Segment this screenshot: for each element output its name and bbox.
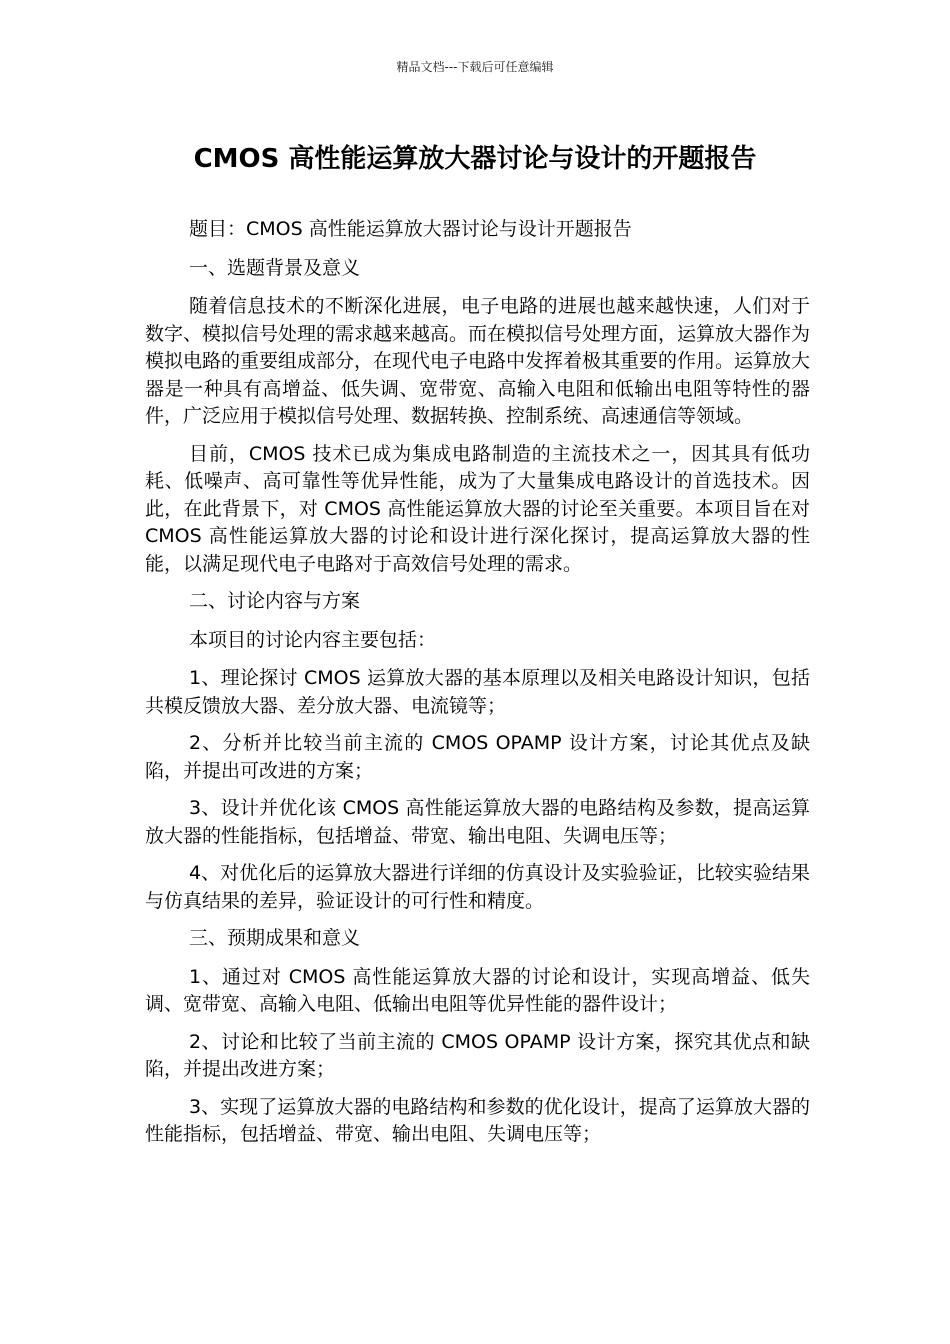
outcome-item-1: 1、通过对 CMOS 高性能运算放大器的讨论和设计，实现高增益、低失调、宽带宽、高输入电阻、低输出电阻等优异性能的器件设计；: [145, 965, 810, 1015]
content-item-3: 3、设计并优化该 CMOS 高性能运算放大器的电路结构及参数，提高运算放大器的性能指标，包括增益、带宽、输出电阻、失调电压等；: [145, 797, 810, 847]
document-body: [145, 216, 810, 1159]
content-item-1: 1、理论探讨 CMOS 运算放大器的基本原理以及相关电路设计知识，包括共模反馈放大器、差分放大器、电流镜等；: [145, 667, 810, 717]
section-heading-outcomes: 三、预期成果和意义: [189, 927, 361, 949]
subject-line: 题目：CMOS 高性能运算放大器讨论与设计开题报告: [189, 218, 632, 240]
content-item-4: 4、对优化后的运算放大器进行详细的仿真设计及实验验证，比较实验结果与仿真结果的差异，验证设计的可行性和精度。: [145, 862, 810, 912]
section-heading-content: 二、讨论内容与方案: [189, 590, 361, 612]
section-heading-background: 一、选题背景及意义: [189, 256, 361, 279]
content-item-2: 2、分析并比较当前主流的 CMOS OPAMP 设计方案，讨论其优点及缺陷，并提出可改进的方案；: [145, 732, 810, 782]
paragraph-background-2: 目前，CMOS 技术已成为集成电路制造的主流技术之一，因其具有低功耗、低噪声、高可靠性等优异性能，成为了大量集成电路设计的首选技术。因此，在此背景下，对 CMOS 高性能运算放大器的讨论至关重要。本项目旨在对 CMOS 高性能运算放大器的讨论和设计进行深化探讨，提高运算放大器的性能，以满足现代电子电路对于高效信号处理的需求。: [145, 442, 810, 575]
content-intro: 本项目的讨论内容主要包括：: [189, 628, 437, 651]
document-title: CMOS 高性能运算放大器讨论与设计的开题报告: [193, 144, 757, 174]
outcome-item-3: 3、实现了运算放大器的电路结构和参数的优化设计，提高了运算放大器的性能指标，包括增益、带宽、输出电阻、失调电压等；: [145, 1095, 810, 1145]
outcome-item-2: 2、讨论和比较了当前主流的 CMOS OPAMP 设计方案，探究其优点和缺陷，并提出改进方案；: [145, 1030, 810, 1080]
paragraph-background-1: 随着信息技术的不断深化进展，电子电路的进展也越来越快速，人们对于数字、模拟信号处理的需求越来越高。而在模拟信号处理方面，运算放大器作为模拟电路的重要组成部分，在现代电子电路中发挥着极其重要的作用。运算放大器是一种具有高增益、低失调、宽带宽、高输入电阻和低输出电阻等特性的器件，广泛应用于模拟信号处理、数据转换、控制系统、高速通信等领域。: [145, 295, 811, 427]
page-header-note: 精品文档---下载后可任意编辑: [396, 60, 554, 74]
